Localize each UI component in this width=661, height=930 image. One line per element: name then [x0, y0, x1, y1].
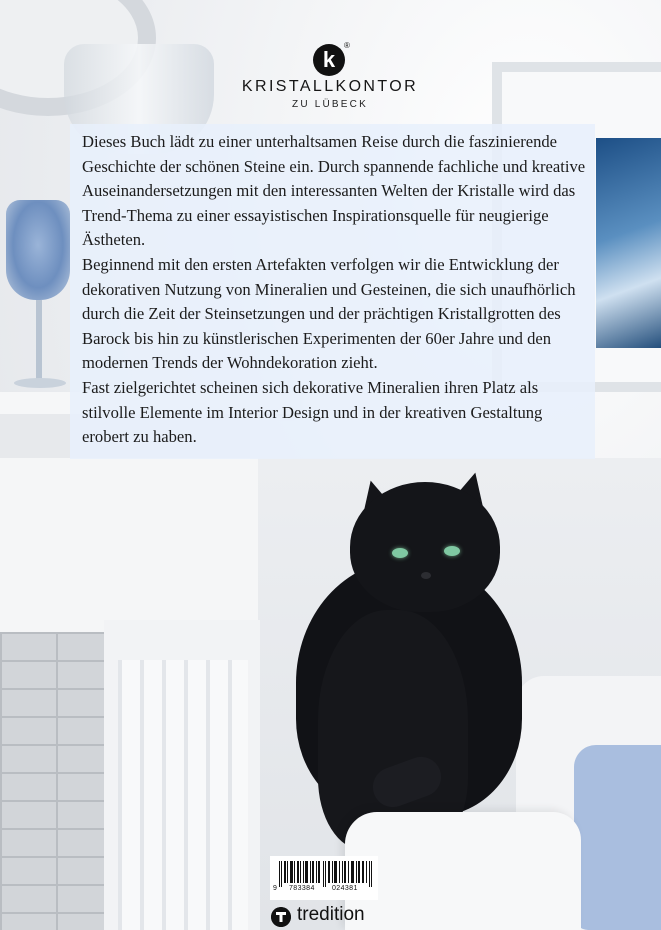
crystal-artwork	[596, 138, 661, 348]
barcode-digit-group-2: 024381	[332, 885, 358, 892]
registered-mark: ®	[344, 41, 350, 50]
barcode-digit-prefix: 9	[273, 885, 277, 892]
wine-glass-stem	[36, 300, 42, 380]
fireplace-mantel	[0, 458, 258, 638]
blue-pillow	[574, 745, 661, 930]
tredition-logo-icon	[271, 907, 291, 927]
blurb-paragraph: Fast zielgerichtet scheinen sich dekorative Mineralien ihren Platz als stilvolle Elemente im Interior Design und in der kreativen Gestaltung erobert zu haben.	[82, 377, 543, 447]
black-cat-left-eye	[392, 548, 408, 558]
wine-glass-foot	[14, 378, 66, 388]
blurb-paragraph: Dieses Buch lädt zu einer unterhaltsamen Reise durch die faszinierende Geschichte der schönen Steine ein. Durch spannende fachliche und kreative Auseinandersetzungen mit den interessanten Welten der Kristalle wird das Trend-Thema zu einer essayistischen Inspirationsquelle für neugierige Ästheten.	[82, 132, 586, 250]
publisher-name: tredition	[297, 904, 365, 925]
brand-name: KRISTALLKONTOR	[241, 78, 419, 95]
black-cat-right-eye	[444, 546, 460, 556]
barcode-digit-group-1: 783384	[289, 885, 315, 892]
logo-letter: k	[322, 47, 336, 72]
pillar-fluting	[118, 660, 248, 930]
wine-glass	[6, 200, 70, 300]
blurb-text	[82, 130, 587, 450]
black-cat-head	[350, 482, 500, 612]
blurb-paragraph: Beginnend mit den ersten Artefakten verfolgen wir die Entwicklung der dekorativen Nutzung von Mineralien und Gesteinen, die sich unaufhörlich durch die Zeit der Steinsetzungen und der prächtigen Kristallgrotten des Barock bis hin zu künstlerischen Experimenten der 60er Jahre und den modernen Trends der Wohndekoration zieht.	[82, 254, 576, 373]
brick-wall	[0, 632, 112, 930]
sofa-arm	[345, 812, 581, 930]
black-cat-nose	[421, 572, 431, 579]
brand-subtitle: ZU LÜBECK	[292, 99, 368, 110]
barcode-bars	[279, 861, 373, 887]
